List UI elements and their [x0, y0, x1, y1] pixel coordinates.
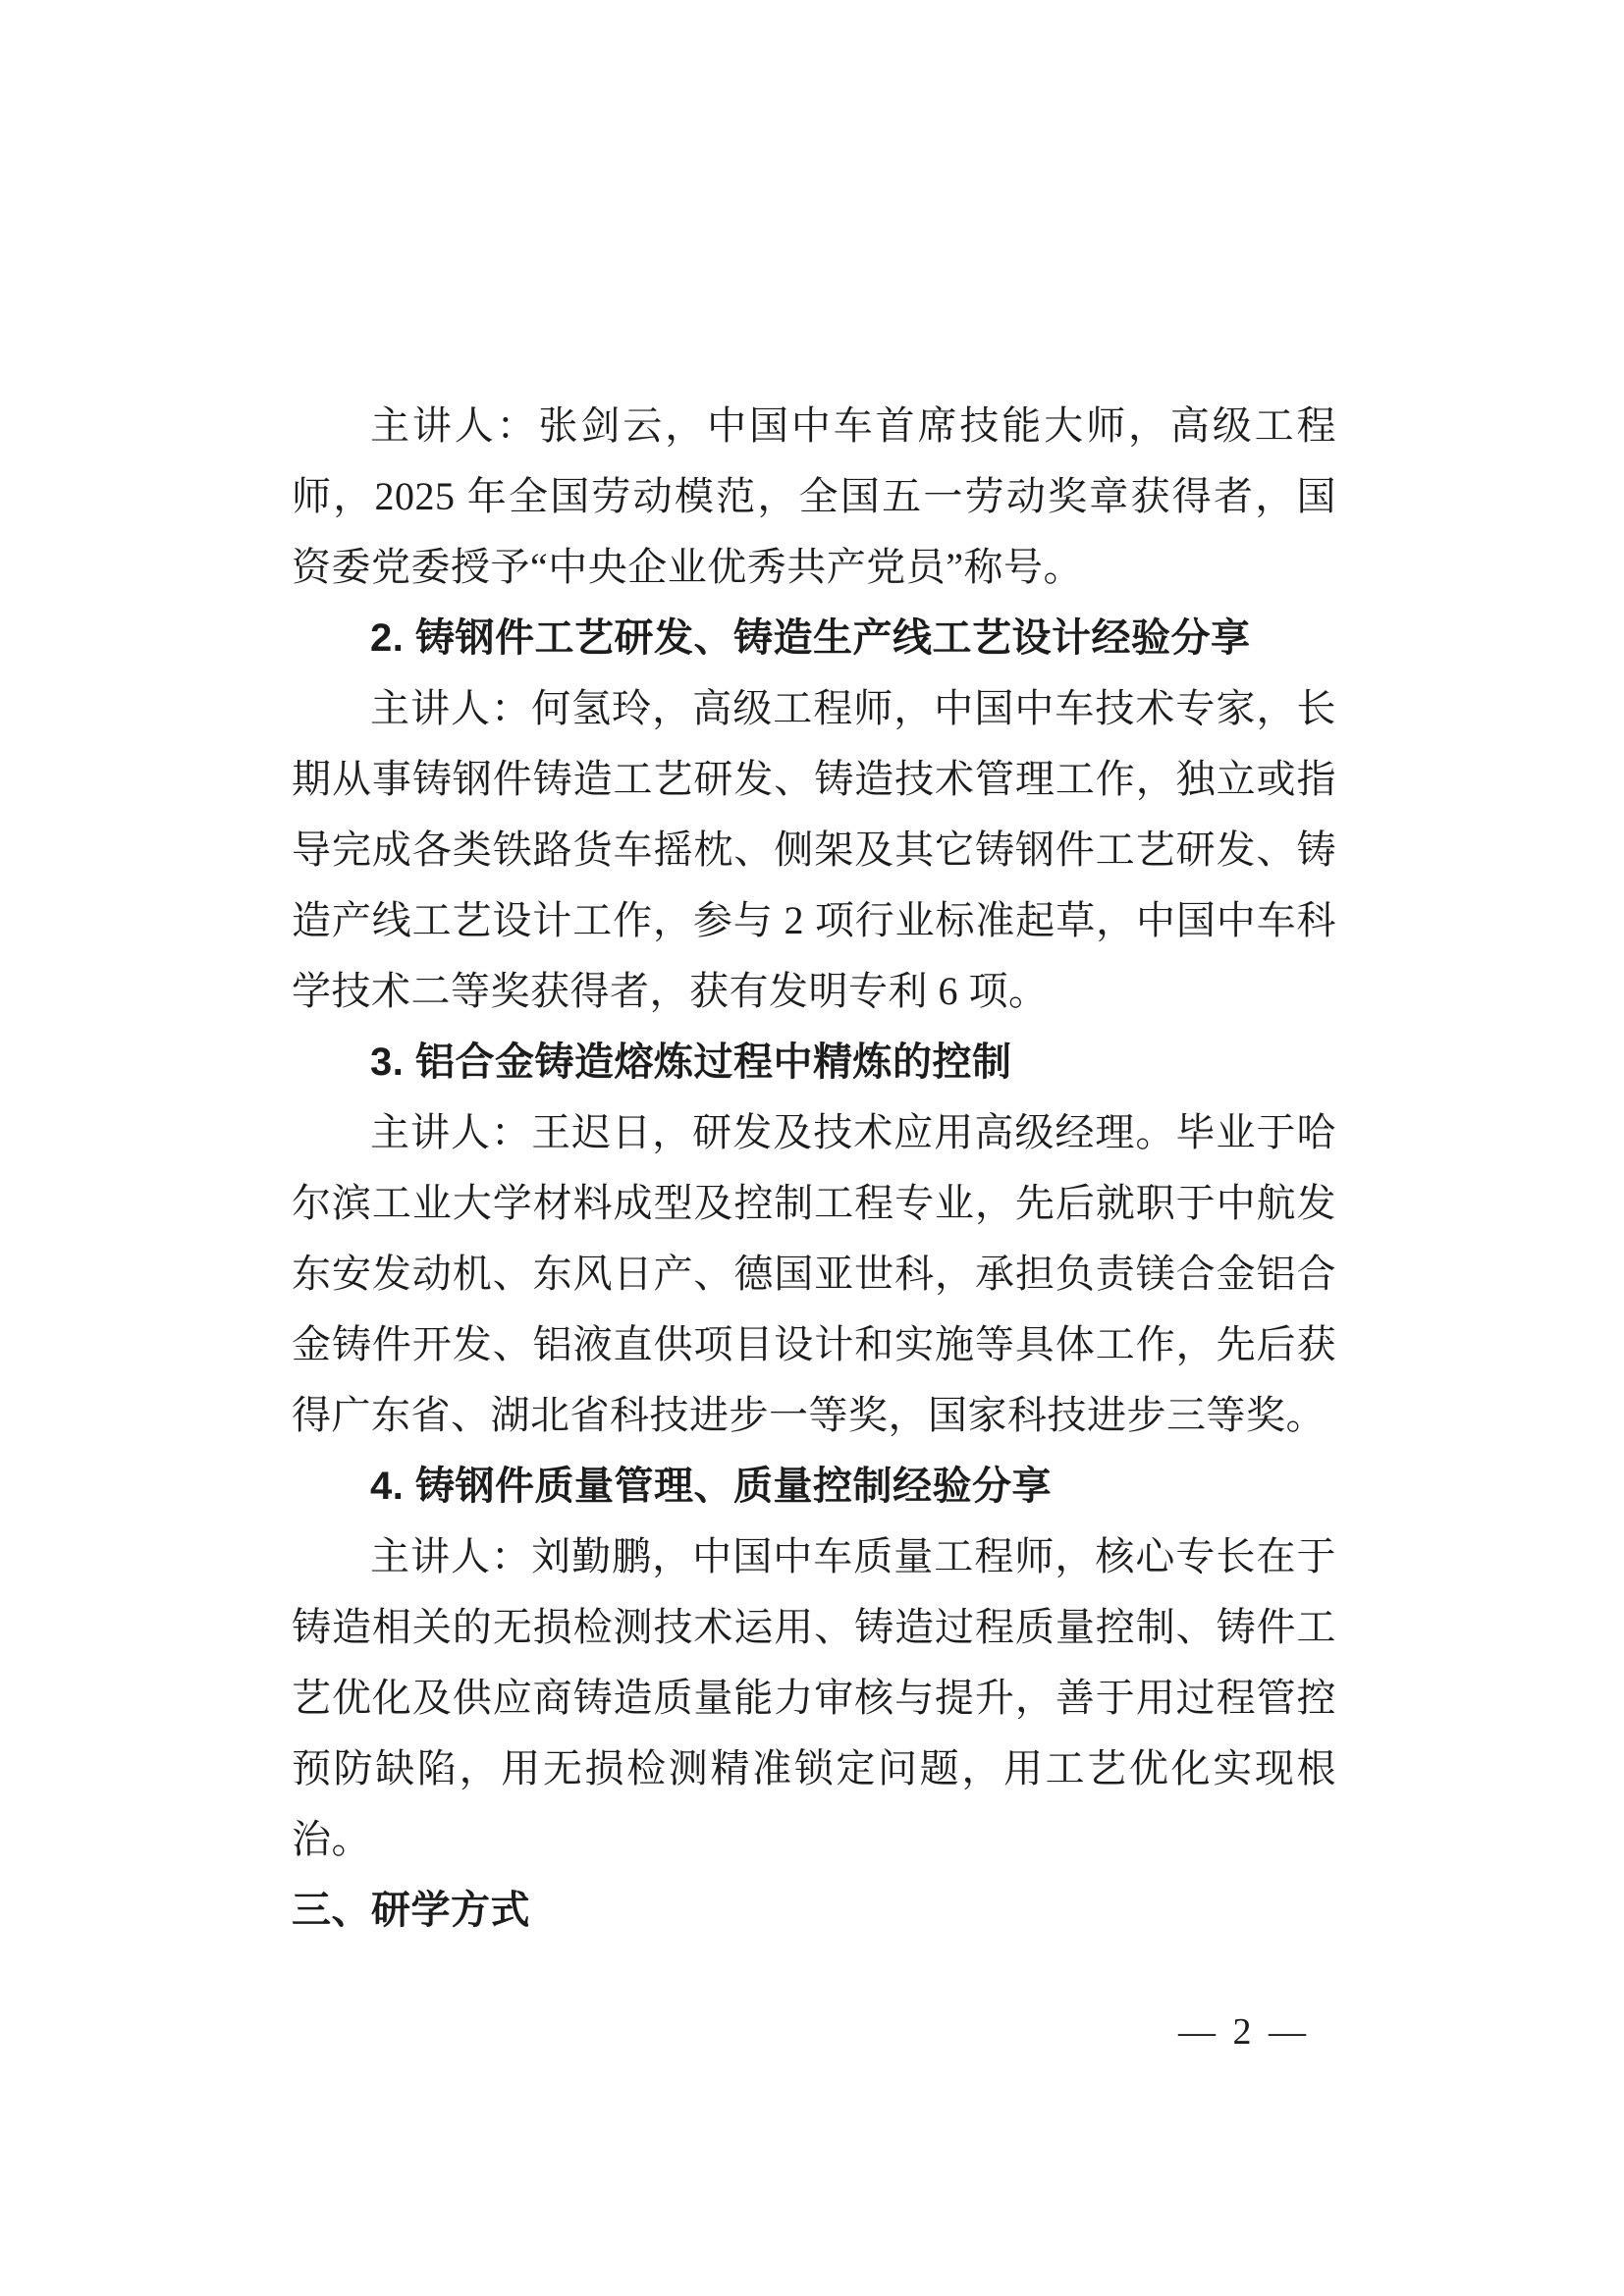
- document-body: [292, 391, 1336, 1946]
- page-number: — 2 —: [1178, 2011, 1310, 2053]
- topic-heading-4: 4. 铸钢件质量管理、质量控制经验分享: [370, 1465, 1052, 1508]
- topic-heading-2: 2. 铸钢件工艺研发、铸造生产线工艺设计经验分享: [370, 616, 1251, 660]
- topic-heading-3: 3. 铝合金铸造熔炼过程中精炼的控制: [370, 1041, 1012, 1084]
- speaker-paragraph-wangchiri: 主讲人：王迟日，研发及技术应用高级经理。毕业于哈尔滨工业大学材料成型及控制工程专业，先后就职于中航发东安发动机、东风日产、德国亚世科，承担负责镁合金铝合金铸件开发、铝液直供项目设计和实施等具体工作，先后获得广东省、湖北省科技进步一等奖，国家科技进步三等奖。: [292, 1110, 1336, 1437]
- section-heading-study-method: 三、研学方式: [292, 1889, 530, 1932]
- speaker-paragraph-zhangjianyun: 主讲人：张剑云，中国中车首席技能大师，高级工程师，2025 年全国劳动模范，全国五一劳动奖章获得者，国资委党委授予“中央企业优秀共产党员”称号。: [292, 403, 1336, 589]
- speaker-paragraph-liuqinpeng: 主讲人：刘勤鹏，中国中车质量工程师，核心专长在于铸造相关的无损检测技术运用、铸造过程质量控制、铸件工艺优化及供应商铸造质量能力审核与提升，善于用过程管控预防缺陷，用无损检测精准锁定问题，用工艺优化实现根治。: [292, 1534, 1336, 1861]
- speaker-paragraph-heqingling: 主讲人：何氢玲，高级工程师，中国中车技术专家，长期从事铸钢件铸造工艺研发、铸造技术管理工作，独立或指导完成各类铁路货车摇枕、侧架及其它铸钢件工艺研发、铸造产线工艺设计工作，参与 2 项行业标准起草，中国中车科学技术二等奖获得者，获有发明专利 6 项。: [292, 686, 1336, 1013]
